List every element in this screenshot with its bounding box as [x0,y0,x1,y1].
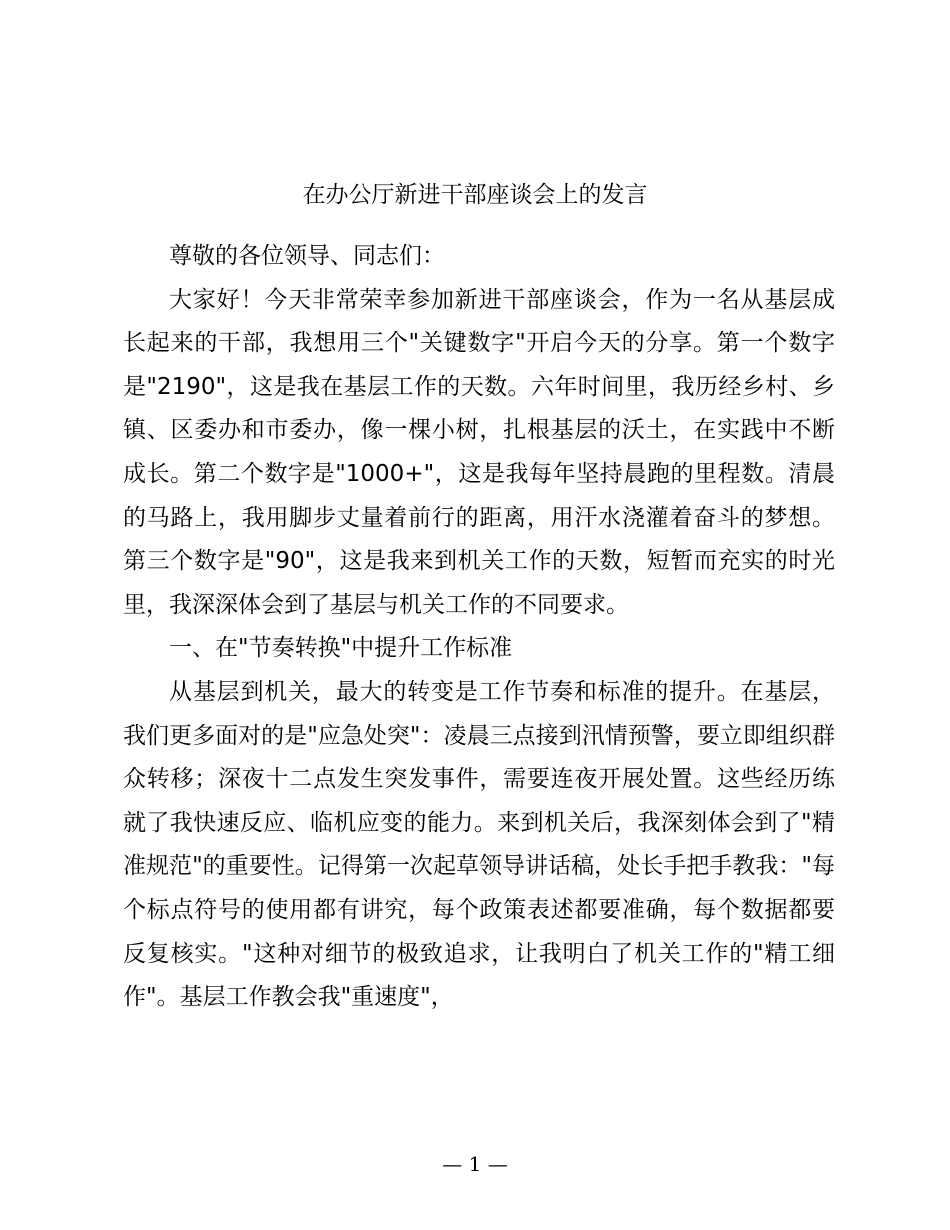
document-body [123,235,835,1020]
salutation: 尊敬的各位领导、同志们： [169,243,445,269]
page-number: — 1 — [442,1152,508,1176]
document-title: 在办公厅新进干部座谈会上的发言 [302,182,648,208]
paragraph-opening: 大家好！今天非常荣幸参加新进干部座谈会，作为一名从基层成长起来的干部，我想用三个"关键数字"开启今天的分享。第一个数字是"2190"，这是我在基层工作的天数。六年时间里，我历经乡村、乡镇、区委办和市委办，像一棵小树，扎根基层的沃土，在实践中不断成长。第二个数字是"1000+"，这是我每年坚持晨跑的里程数。清晨的马路上，我用脚步丈量着前行的距离，用汗水浇灌着奋斗的梦想。第三个数字是"90"，这是我来到机关工作的天数，短暂而充实的时光里，我深深体会到了基层与机关工作的不同要求。 [123,286,835,618]
paragraph-section-1: 从基层到机关，最大的转变是工作节奏和标准的提升。在基层，我们更多面对的是"应急处突"：凌晨三点接到汛情预警，要立即组织群众转移；深夜十二点发生突发事件，需要连夜开展处置。这些经历练就了我快速反应、临机应变的能力。来到机关后，我深刻体会到了"精准规范"的重要性。记得第一次起草领导讲话稿，处长手把手教我："每个标点符号的使用都有讲究，每个政策表述都要准确，每个数据都要反复核实。"这种对细节的极致追求，让我明白了机关工作的"精工细作"。基层工作教会我"重速度"， [123,678,835,1011]
section-heading-1: 一、在"节奏转换"中提升工作标准 [169,635,513,662]
